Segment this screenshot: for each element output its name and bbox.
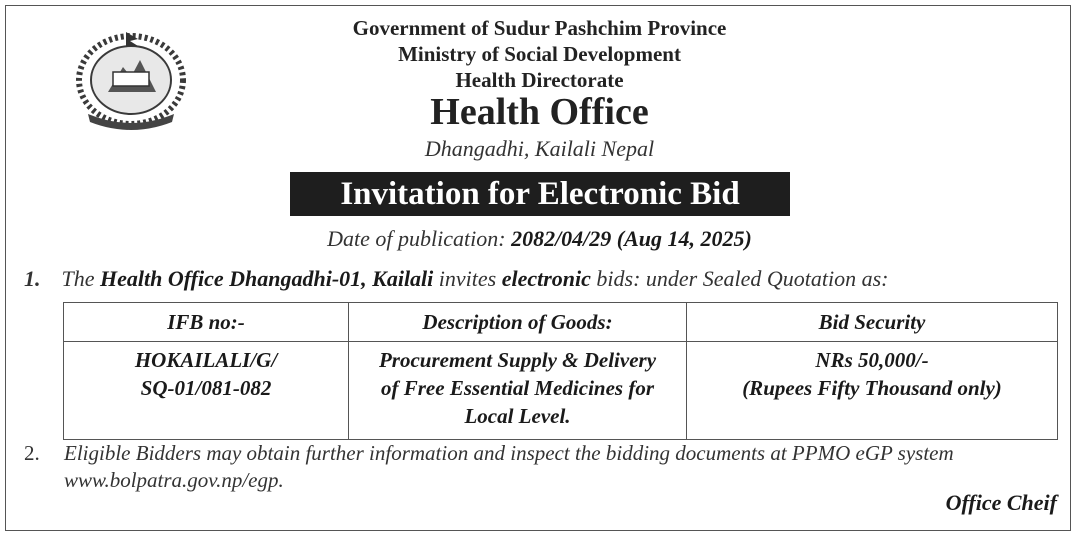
para1-entity: Health Office Dhangadhi-01, Kailali xyxy=(100,266,434,291)
description-line: Local Level. xyxy=(464,404,571,428)
ifb-cell xyxy=(64,342,349,440)
paragraph-number: 2. xyxy=(24,441,40,465)
description-line: of Free Essential Medicines for xyxy=(381,376,654,400)
column-header: Description of Goods: xyxy=(349,303,687,342)
paragraph-number: 1. xyxy=(24,266,41,291)
office-address: Dhangadhi, Kailali Nepal xyxy=(424,136,655,161)
table-row xyxy=(64,342,1058,440)
para1-post: bids: under Sealed Quotation as: xyxy=(596,266,889,291)
description-cell xyxy=(349,342,687,440)
security-cell xyxy=(687,342,1058,440)
paragraph-1 xyxy=(24,266,889,292)
security-line: (Rupees Fifty Thousand only) xyxy=(742,376,1002,400)
para2-line1: Eligible Bidders may obtain further information and inspect the bidding documents at PPMO eGP system xyxy=(64,441,954,465)
notice-banner: Invitation for Electronic Bid xyxy=(290,172,790,216)
description-line: Procurement Supply & Delivery xyxy=(378,348,657,372)
column-header: IFB no:- xyxy=(64,303,349,342)
paragraph-2 xyxy=(24,441,954,493)
directorate-line: Health Directorate xyxy=(455,68,624,92)
security-line: NRs 50,000/- xyxy=(815,348,929,372)
publication-label: Date of publication: xyxy=(327,226,506,251)
column-header: Bid Security xyxy=(687,303,1058,342)
ifb-line: HOKAILALI/G/ xyxy=(134,348,278,372)
bid-table xyxy=(63,302,1058,440)
publication-value: 2082/04/29 (Aug 14, 2025) xyxy=(511,226,752,251)
egp-link[interactable]: www.bolpatra.gov.np/egp. xyxy=(64,468,284,492)
para1-kind: electronic xyxy=(501,266,591,291)
ministry-line: Ministry of Social Development xyxy=(398,42,681,66)
para1-pre: The xyxy=(61,266,95,291)
publication-date xyxy=(0,226,1079,252)
office-title: Health Office xyxy=(430,91,649,133)
government-line: Government of Sudur Pashchim Province xyxy=(352,16,727,40)
signature: Office Cheif xyxy=(945,490,1057,515)
ifb-line: SQ-01/081-082 xyxy=(140,376,272,400)
table-header-row xyxy=(64,303,1058,342)
para1-mid: invites xyxy=(438,266,497,291)
